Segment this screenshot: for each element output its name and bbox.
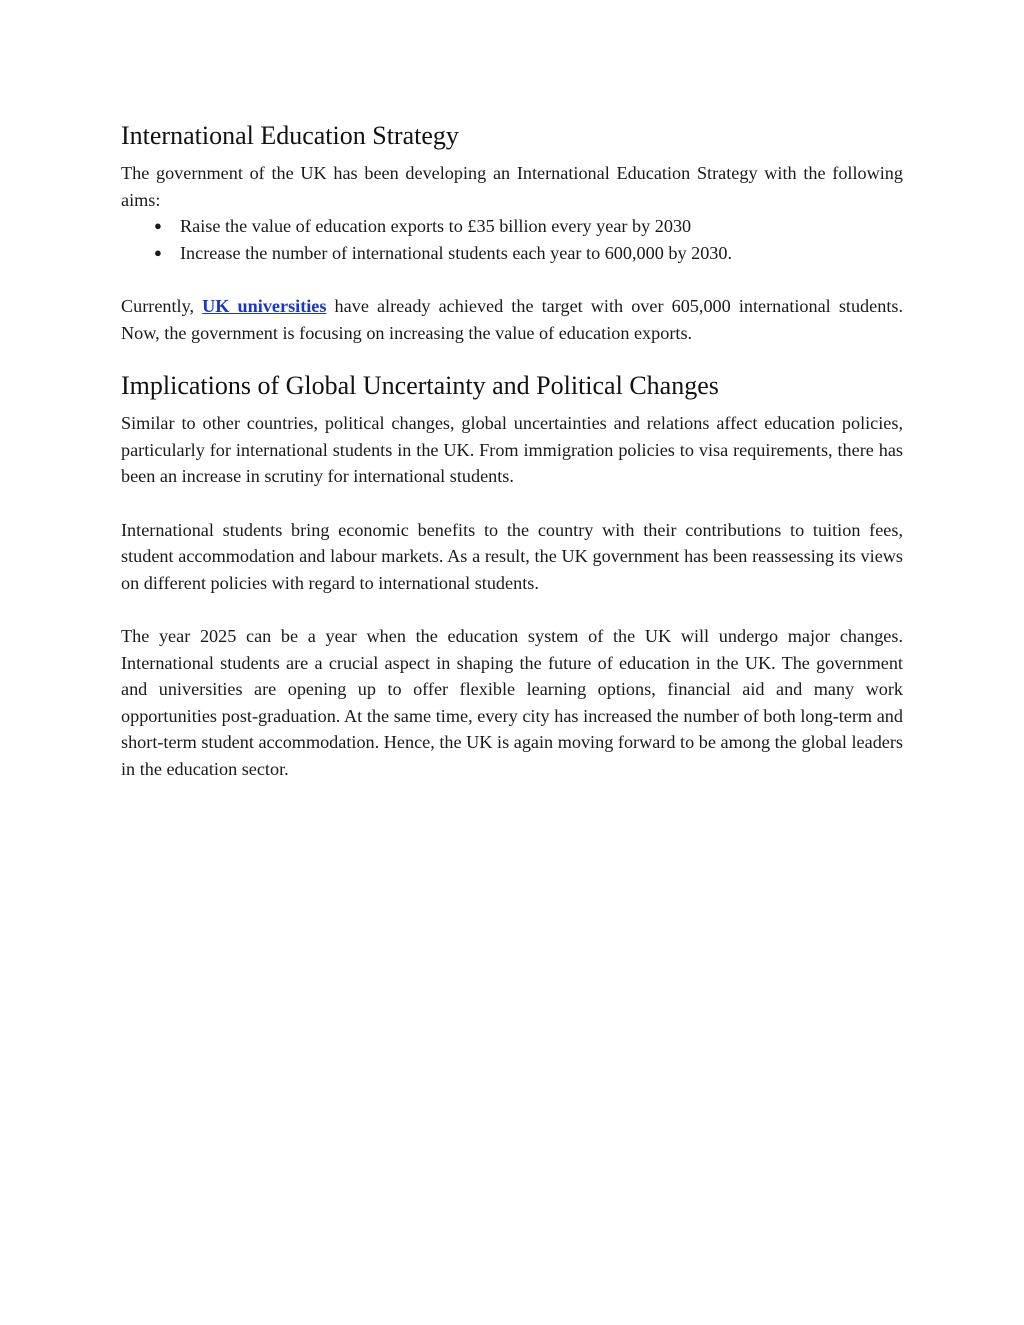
bullet-icon: ● bbox=[154, 244, 162, 260]
strategy-intro: The government of the UK has been developing an International Education Strategy with the following aims: bbox=[121, 163, 903, 210]
implications-paragraph-2: International students bring economic benefits to the country with their contributions to tuition fees, student accommodation and labour markets. As a result, the UK government has been reassessing its views on different policies with regard to international students. bbox=[121, 519, 903, 593]
aims-list bbox=[121, 213, 903, 266]
aim-text: Increase the number of international students each year to 600,000 by 2030. bbox=[180, 242, 733, 263]
list-item bbox=[121, 240, 903, 267]
bullet-icon: ● bbox=[154, 218, 162, 234]
implications-paragraph-1: Similar to other countries, political changes, global uncertainties and relations affect education policies, particularly for international students in the UK. From immigration policies to visa requirements, there has been an increase in scrutiny for international students. bbox=[121, 413, 903, 487]
document-page bbox=[121, 118, 903, 782]
list-item bbox=[121, 213, 903, 240]
paragraph-suffix: have already achieved the target with over 605,000 international students. Now, the government is focusing on increasing the value of education exports. bbox=[121, 295, 903, 343]
section-heading-strategy: International Education Strategy bbox=[121, 121, 459, 150]
universities-paragraph bbox=[121, 293, 903, 346]
paragraph-prefix: Currently, bbox=[121, 295, 203, 316]
uk-universities-link[interactable]: UK universities bbox=[202, 295, 327, 316]
aim-text: Raise the value of education exports to £35 billion every year by 2030 bbox=[180, 216, 692, 237]
implications-paragraph-3: The year 2025 can be a year when the education system of the UK will undergo major changes. International students are a crucial aspect in shaping the future of education in the UK. The government and universities are opening up to offer flexible learning options, financial aid and many work opportunities post-graduation. At the same time, every city has increased the number of both long-term and short-term student accommodation. Hence, the UK is again moving forward to be among the global leaders in the education sector. bbox=[121, 625, 903, 779]
section-heading-implications: Implications of Global Uncertainty and Political Changes bbox=[121, 371, 719, 401]
